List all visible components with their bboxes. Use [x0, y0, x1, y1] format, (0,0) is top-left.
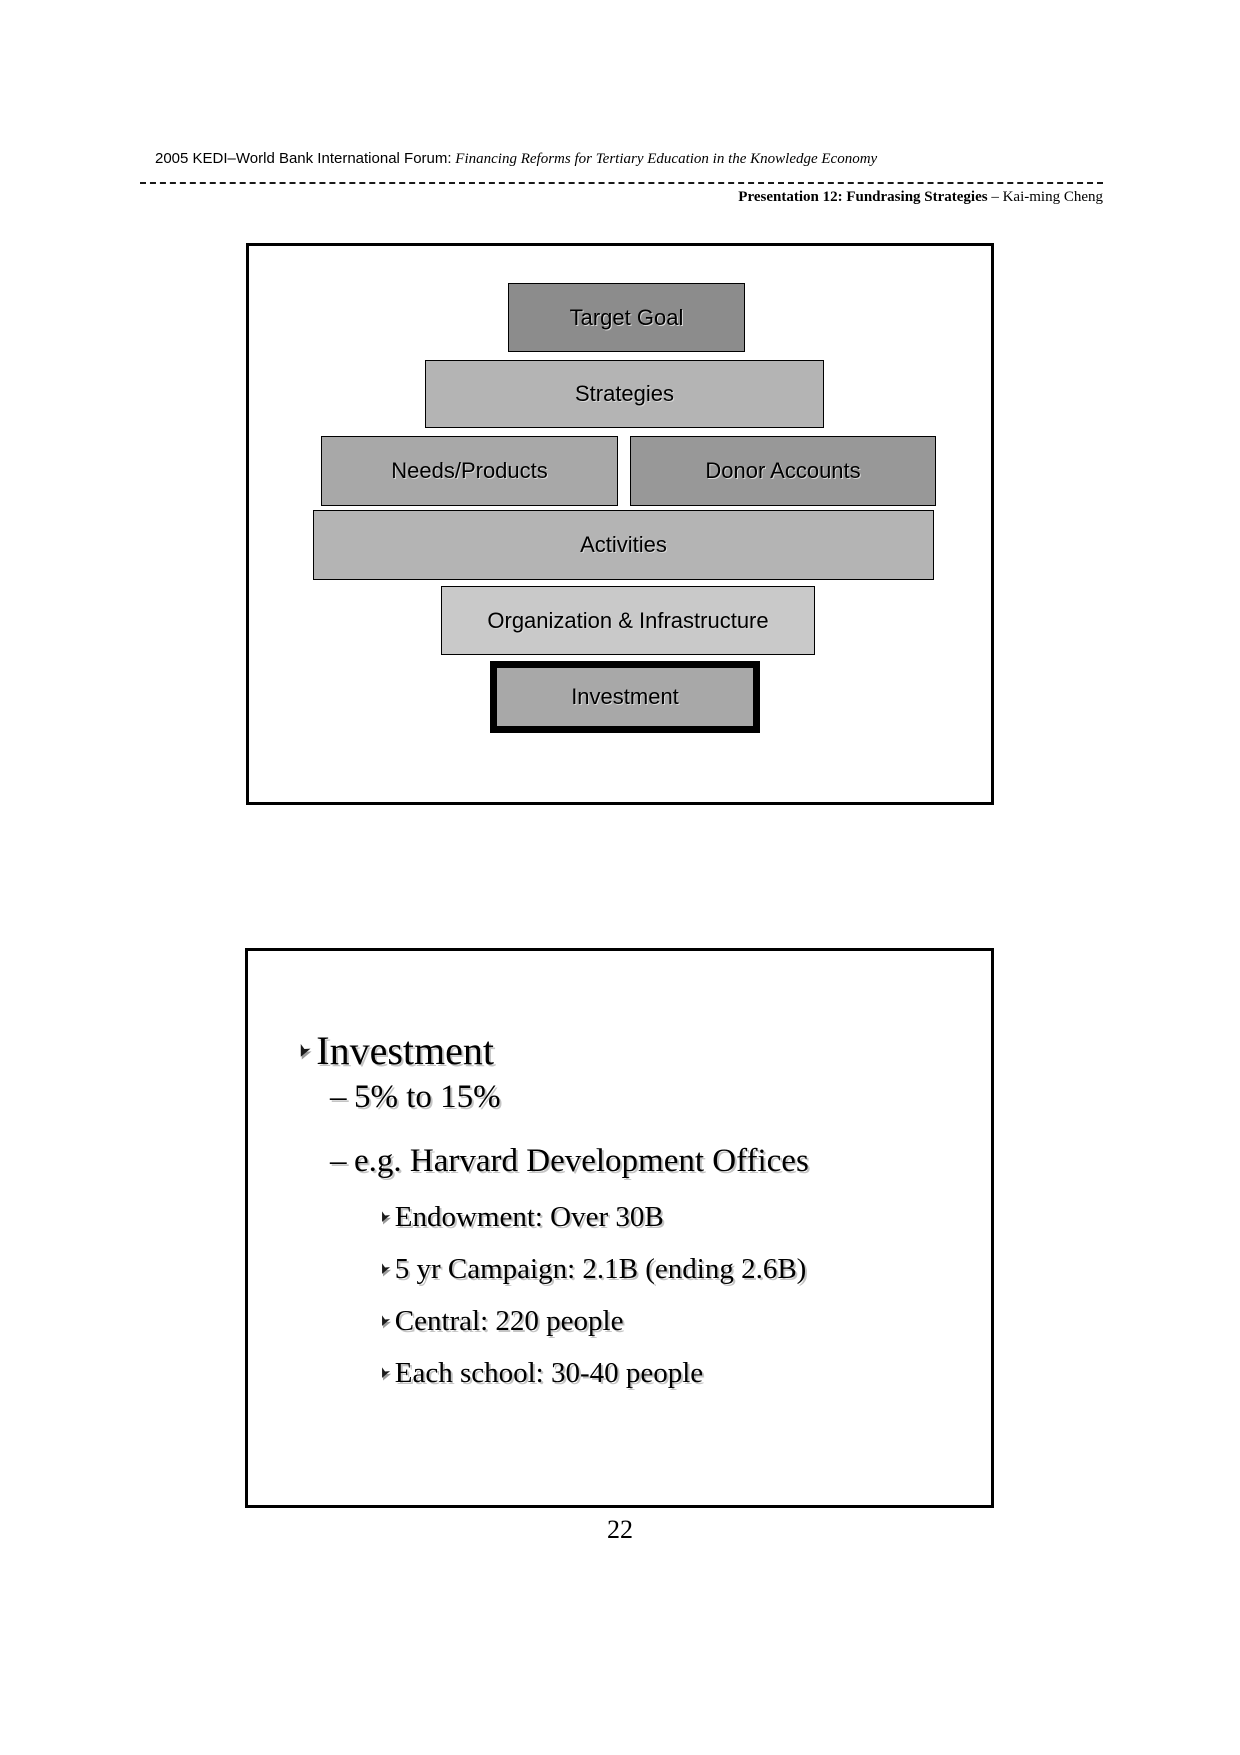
diagram-box-strategies: Strategies	[425, 360, 824, 428]
bullet-text: e.g. Harvard Development Offices	[354, 1143, 809, 1179]
arrow-bullet-icon: ➤	[374, 1312, 394, 1330]
arrow-bullet-icon: ➤	[374, 1364, 394, 1382]
presentation-title: Presentation 12: Fundrasing Strategies	[738, 189, 988, 205]
dash-bullet: –	[330, 1079, 347, 1115]
diagram-box-organization-infrastructure: Organization & Infrastructure	[441, 586, 815, 655]
sub-bullet-text: Each school: 30-40 people	[394, 1357, 704, 1389]
sub-bullet-text: 5 yr Campaign: 2.1B (ending 2.6B)	[394, 1253, 807, 1285]
slide-pyramid-diagram	[246, 243, 994, 805]
diagram-box-activities: Activities	[313, 510, 934, 580]
header-presentation-line	[738, 189, 1103, 206]
arrow-bullet-icon: ➤	[374, 1260, 394, 1278]
diagram-box-needs-products: Needs/Products	[321, 436, 618, 506]
bullet-item	[330, 1079, 501, 1116]
arrow-bullet-icon: ➤	[374, 1208, 394, 1226]
forum-title: 2005 KEDI–World Bank International Forum:	[155, 150, 452, 167]
sub-bullet-text: Endowment: Over 30B	[394, 1201, 664, 1233]
sub-bullet-item	[374, 1295, 806, 1347]
diagram-box-donor-accounts: Donor Accounts	[630, 436, 936, 506]
header-divider	[140, 172, 1103, 184]
header-forum-line	[155, 150, 877, 168]
diagram-box-target-goal: Target Goal	[508, 283, 745, 352]
sub-bullet-item	[374, 1243, 807, 1295]
bullet-text: 5% to 15%	[354, 1079, 501, 1115]
page-number: 22	[607, 1515, 633, 1544]
forum-subtitle: Financing Reforms for Tertiary Education in the Knowledge Economy	[451, 151, 878, 167]
diagram-box-investment: Investment	[490, 661, 760, 733]
slide-heading-row	[291, 1027, 494, 1074]
sub-bullet-list	[374, 1191, 807, 1399]
slide-investment-details	[245, 948, 994, 1508]
sub-bullet-item	[374, 1191, 806, 1243]
slide-heading: Investment	[316, 1028, 494, 1073]
sub-bullet-text: Central: 220 people	[394, 1305, 624, 1337]
sub-bullet-item	[374, 1347, 806, 1399]
dash-bullet: –	[330, 1143, 347, 1179]
presentation-author: – Kai-ming Cheng	[987, 189, 1103, 205]
bullet-item	[330, 1143, 809, 1180]
arrow-bullet-icon: ➤	[291, 1039, 316, 1062]
